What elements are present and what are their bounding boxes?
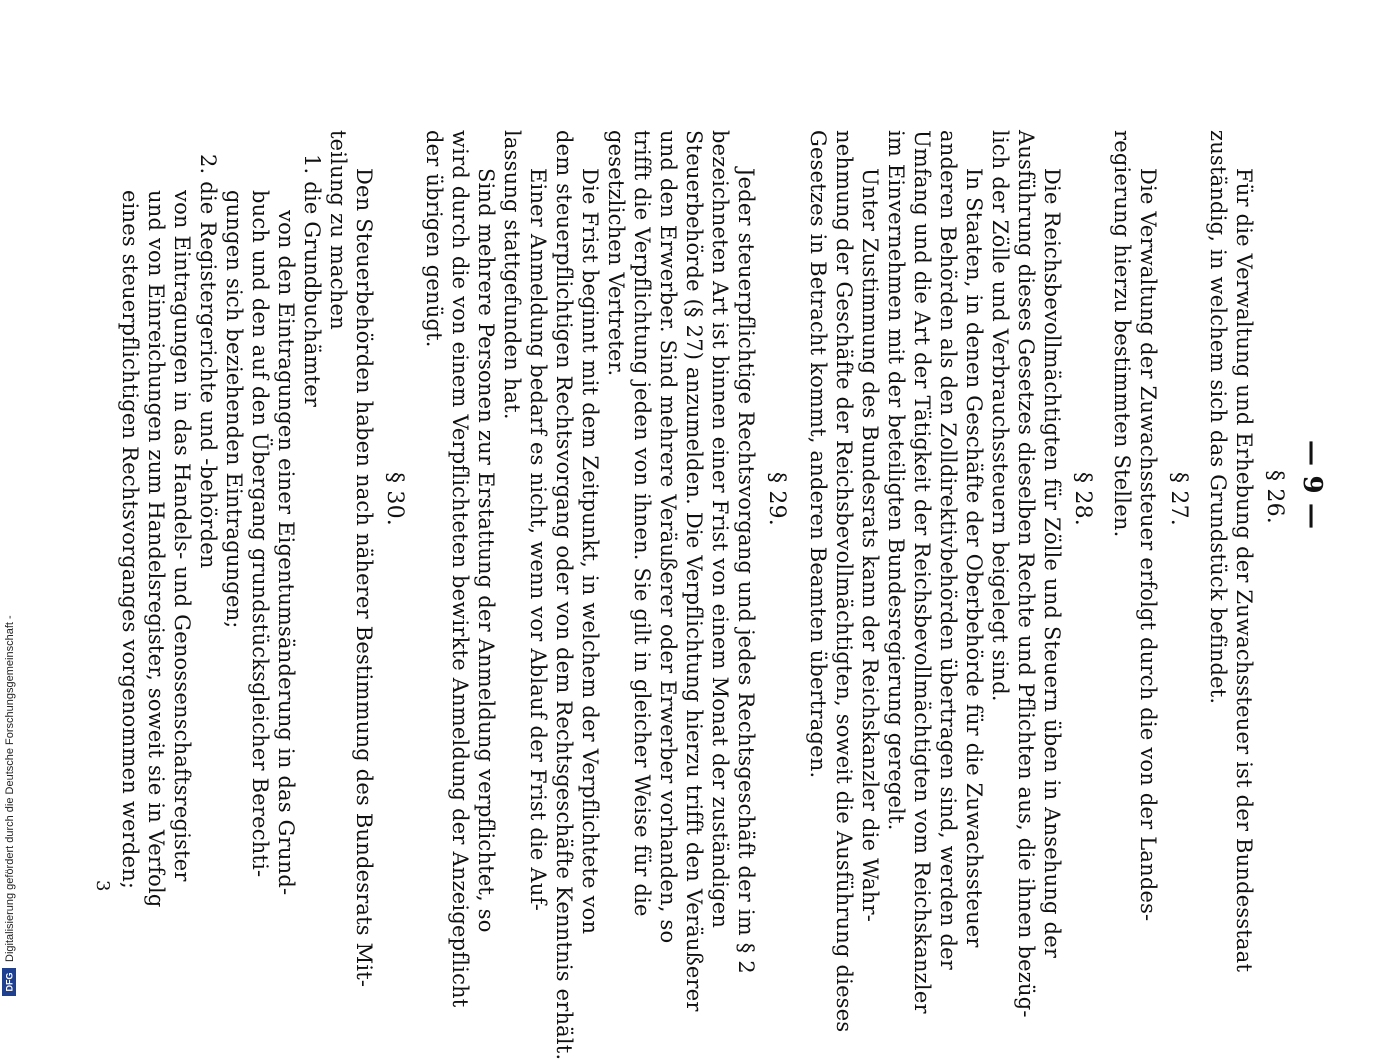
page-number: — 9 — xyxy=(1297,440,1327,530)
text-line: Unter Zustimmung des Bundesrats kann der Reichskanzler die Wahr- xyxy=(858,168,882,923)
text-line: anderen Behörden als den Zolldirektivbehörden übertragen sind, werden der xyxy=(936,130,960,970)
section-heading-26: § 26. xyxy=(1262,470,1287,524)
text-line: teilung zu machen xyxy=(326,130,350,330)
text-line: buch und den auf den Übergang grundstücksgleicher Berechti- xyxy=(248,190,272,878)
text-line: wird durch die von einem Verpflichteten bewirkte Anmeldung der Anzeigepflicht xyxy=(448,130,472,1008)
text-line: Die Reichsbevollmächtigten für Zölle und Steuern üben in Ansehung der xyxy=(1040,168,1064,959)
section-heading-27: § 27. xyxy=(1166,472,1191,526)
text-line: bezeichneten Art ist binnen einer Frist von einem Monat der zuständigen xyxy=(708,130,732,929)
dfg-logo xyxy=(2,968,16,996)
text-line: lich der Zölle und Verbrauchssteuern beigelegt sind. xyxy=(988,130,1012,702)
text-line: gesetzlichen Vertreter. xyxy=(604,130,628,377)
list-item-label: 2. die Registergerichte und -behörden xyxy=(196,154,220,569)
text-line: Sind mehrere Personen zur Erstattung der Anmeldung verpflichtet, so xyxy=(474,168,498,933)
text-line: nehmung der Geschäfte der Reichsbevollmächtigten, soweit die Ausführung dieses xyxy=(832,130,856,1033)
text-line: regierung hierzu bestimmten Stellen. xyxy=(1110,130,1134,538)
text-line: eines steuerpflichtigen Rechtsvorganges vorgenommen werden; xyxy=(118,190,142,890)
footer-credit-text: Digitalisierung gefördert durch die Deutsche Forschungsgemeinschaft - xyxy=(4,615,16,962)
section-heading-30: § 30. xyxy=(382,472,407,526)
dfg-logo-text: DFG xyxy=(4,972,14,992)
footer-credit-strip xyxy=(0,0,20,1000)
text-line: In Staaten, in denen Geschäfte der Oberbehörde für die Zuwachssteuer xyxy=(962,168,986,948)
text-line: Die Verwaltung der Zuwachssteuer erfolgt durch die von der Landes- xyxy=(1136,168,1160,922)
text-line: dem steuerpflichtigen Rechtsvorgang oder von dem Rechtsgeschäfte Kenntnis erhält. xyxy=(552,130,576,1060)
text-line: Gesetzes in Betracht kommt, anderen Beamten übertragen. xyxy=(806,130,830,779)
text-line: Jeder steuerpflichtige Rechtsvorgang und jedes Rechtsgeschäft der im § 2 xyxy=(734,168,758,974)
text-line: Für die Verwaltung und Erhebung der Zuwachssteuer ist der Bundesstaat xyxy=(1232,168,1256,973)
text-line: Die Frist beginnt mit dem Zeitpunkt, in welchem der Verpflichtete von xyxy=(578,168,602,935)
footer-credit-area xyxy=(3,562,17,962)
text-line: gungen sich beziehenden Eintragungen; xyxy=(222,190,246,629)
text-line: zuständig, in welchem sich das Grundstück befindet. xyxy=(1206,130,1230,705)
text-line: trifft die Verpflichtung jeden von ihnen. Sie gilt in gleicher Weise für die xyxy=(630,130,654,917)
text-line: der übrigen genügt. xyxy=(422,130,446,348)
text-line: Den Steuerbehörden haben nach näherer Bestimmung des Bundesrats Mit- xyxy=(352,168,376,988)
text-line: und von Einreichungen zum Handelsregister, soweit sie in Verfolg xyxy=(144,190,168,908)
text-line: im Einvernehmen mit der beteiligten Bundesregierung geregelt. xyxy=(884,130,908,831)
list-item-label: 1. die Grundbuchämter xyxy=(300,154,324,408)
signature-mark: 3 xyxy=(92,880,113,892)
section-heading-29: § 29. xyxy=(764,472,789,526)
section-heading-28: § 28. xyxy=(1070,472,1095,526)
text-line: Ausführung dieses Gesetzes dieselben Rechte und Pflichten aus, die ihnen bezüg- xyxy=(1014,130,1038,1018)
text-line: von den Eintragungen einer Eigentumsänderung in das Grund- xyxy=(274,210,298,896)
text-line: und den Erwerber. Sind mehrere Veräußerer oder Erwerber vorhanden, so xyxy=(656,130,680,944)
text-line: lassung stattgefunden hat. xyxy=(500,130,524,420)
text-line: Einer Anmeldung bedarf es nicht, wenn vor Ablauf der Frist die Auf- xyxy=(526,168,550,912)
text-line: von Eintragungen in das Handels- und Genossenschaftsregister xyxy=(170,190,194,882)
text-line: Umfang und die Art der Tätigkeit der Reichsbevollmächtigten vom Reichskanzler xyxy=(910,130,934,1014)
text-line: Steuerbehörde (§ 27) anzumelden. Die Verpflichtung hierzu trifft den Veräußerer xyxy=(682,130,706,1012)
